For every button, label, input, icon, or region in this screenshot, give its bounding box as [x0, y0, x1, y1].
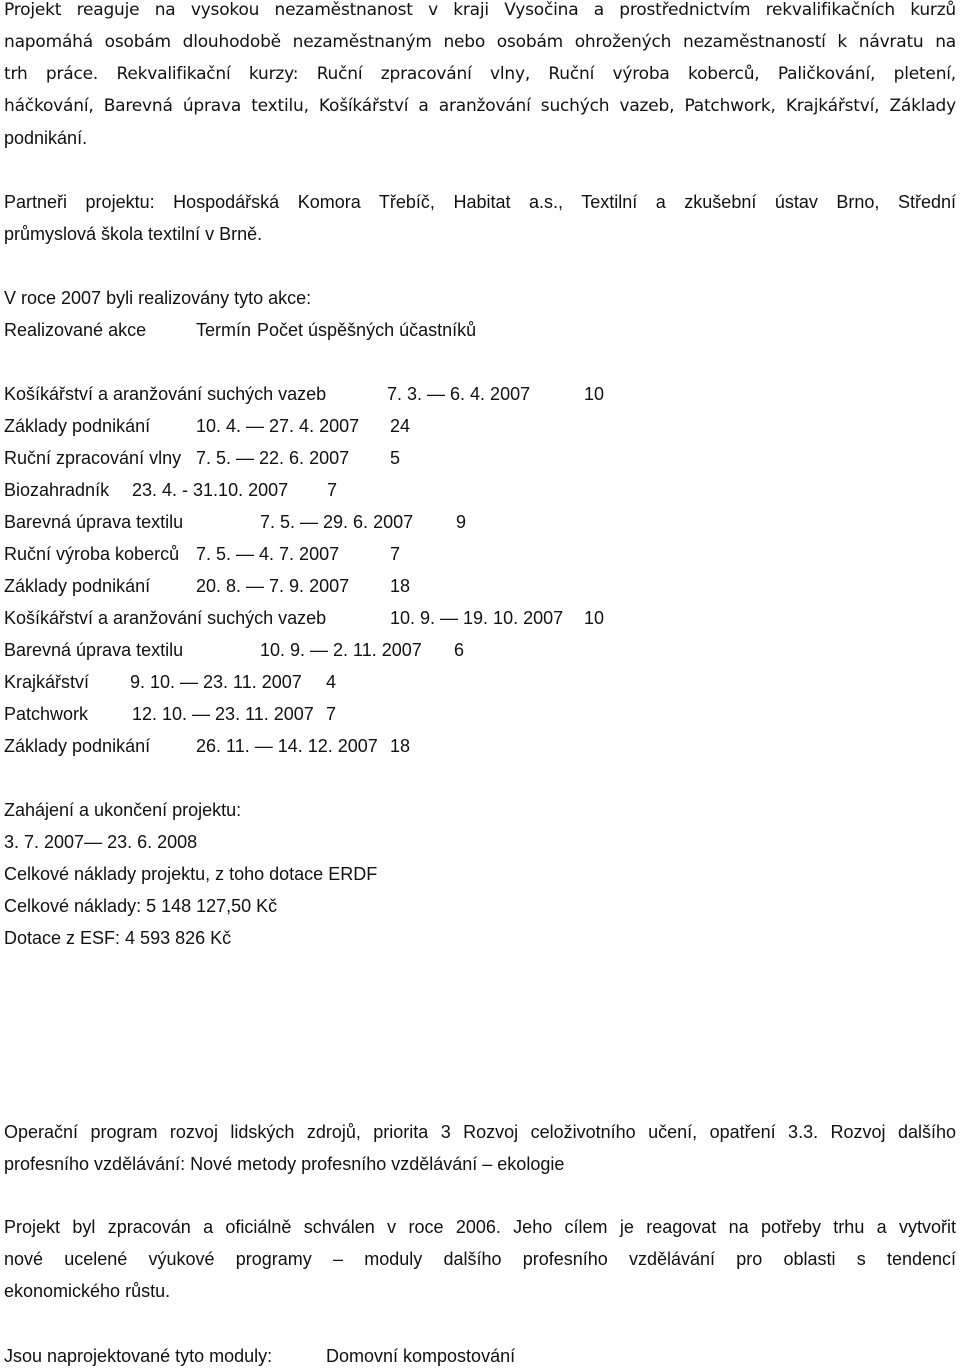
row-count: 7	[390, 544, 401, 564]
row-count: 10	[584, 608, 605, 628]
program-line-2: profesního vzdělávání: Nové metody profesního vzdělávání – ekologie	[4, 1154, 565, 1174]
intro-line-1: Projekt reaguje na vysokou nezaměstnanost v kraji Vysočina a prostřednictvím rekvalifikačních kurzů	[4, 0, 956, 20]
header-term: Termín	[196, 320, 252, 340]
row-term: 9. 10. — 23. 11. 2007	[130, 672, 302, 692]
approval-line-2: nové ucelené výukové programy – moduly dalšího profesního vzdělávání pro oblasti s tendencí	[4, 1249, 956, 1269]
row-name: Základy podnikání	[4, 416, 151, 436]
start-end-label: Zahájení a ukončení projektu:	[4, 800, 242, 820]
row-term: 7. 5. — 29. 6. 2007	[260, 512, 414, 532]
row-term: 7. 5. — 22. 6. 2007	[196, 448, 350, 468]
row-term: 23. 4. - 31.10. 2007	[132, 480, 289, 500]
row-name: Barevná úprava textilu	[4, 512, 184, 532]
row-count: 18	[390, 576, 411, 596]
program-line-1: Operační program rozvoj lidských zdrojů, priorita 3 Rozvoj celoživotního učení, opatření 3.3. Rozvoj dalšího	[4, 1122, 956, 1142]
row-name: Krajkářství	[4, 672, 90, 692]
actions-heading: V roce 2007 byli realizovány tyto akce:	[4, 288, 312, 308]
subsidy: Dotace z ESF: 4 593 826 Kč	[4, 928, 232, 948]
approval-line-1: Projekt byl zpracován a oficiálně schválen v roce 2006. Jeho cílem je reagovat na potřeby trhu a vytvořit	[4, 1217, 956, 1237]
row-count: 7	[326, 704, 337, 724]
row-name: Patchwork	[4, 704, 89, 724]
row-count: 7	[327, 480, 338, 500]
row-term: 26. 11. — 14. 12. 2007	[196, 736, 378, 756]
modules-value: Domovní kompostování	[326, 1346, 516, 1366]
row-term: 10. 9. — 19. 10. 2007	[390, 608, 564, 628]
row-count: 18	[390, 736, 411, 756]
row-count: 10	[584, 384, 605, 404]
header-count: Počet úspěšných účastníků	[257, 320, 477, 340]
partners-line-1: Partneři projektu: Hospodářská Komora Třebíč, Habitat a.s., Textilní a zkušební ústav Brno, Střední	[4, 192, 956, 212]
row-term: 12. 10. — 23. 11. 2007	[132, 704, 314, 724]
intro-line-3: trh práce. Rekvalifikační kurzy: Ruční zpracování vlny, Ruční výroba koberců, Paličkování, pletení,	[4, 64, 956, 84]
costs-total: Celkové náklady: 5 148 127,50 Kč	[4, 896, 278, 916]
modules-label: Jsou naprojektované tyto moduly:	[4, 1346, 273, 1366]
row-term: 10. 9. — 2. 11. 2007	[260, 640, 422, 660]
header-name: Realizované akce	[4, 320, 147, 340]
partners-line-2: průmyslová škola textilní v Brně.	[4, 224, 263, 244]
row-count: 9	[456, 512, 467, 532]
row-term: 7. 3. — 6. 4. 2007	[387, 384, 531, 404]
row-name: Základy podnikání	[4, 736, 151, 756]
row-count: 24	[390, 416, 411, 436]
row-count: 5	[390, 448, 401, 468]
row-name: Košíkářství a aranžování suchých vazeb	[4, 384, 327, 404]
row-name: Ruční zpracování vlny	[4, 448, 182, 468]
row-name: Barevná úprava textilu	[4, 640, 184, 660]
row-term: 10. 4. — 27. 4. 2007	[196, 416, 360, 436]
row-name: Biozahradník	[4, 480, 110, 500]
row-term: 20. 8. — 7. 9. 2007	[196, 576, 350, 596]
row-name: Ruční výroba koberců	[4, 544, 180, 564]
start-end-value: 3. 7. 2007— 23. 6. 2008	[4, 832, 198, 852]
row-count: 4	[326, 672, 337, 692]
row-count: 6	[454, 640, 465, 660]
row-name: Košíkářství a aranžování suchých vazeb	[4, 608, 327, 628]
costs-heading: Celkové náklady projektu, z toho dotace ERDF	[4, 864, 378, 884]
intro-line-4: háčkování, Barevná úprava textilu, Košíkářství a aranžování suchých vazeb, Patchwork, Krajkářství, Základy	[4, 96, 956, 116]
intro-line-5: podnikání.	[4, 128, 88, 148]
row-name: Základy podnikání	[4, 576, 151, 596]
intro-line-2: napomáhá osobám dlouhodobě nezaměstnaným nebo osobám ohrožených nezaměstnaností k návratu na	[4, 32, 956, 52]
approval-line-3: ekonomického růstu.	[4, 1281, 171, 1301]
row-term: 7. 5. — 4. 7. 2007	[196, 544, 340, 564]
